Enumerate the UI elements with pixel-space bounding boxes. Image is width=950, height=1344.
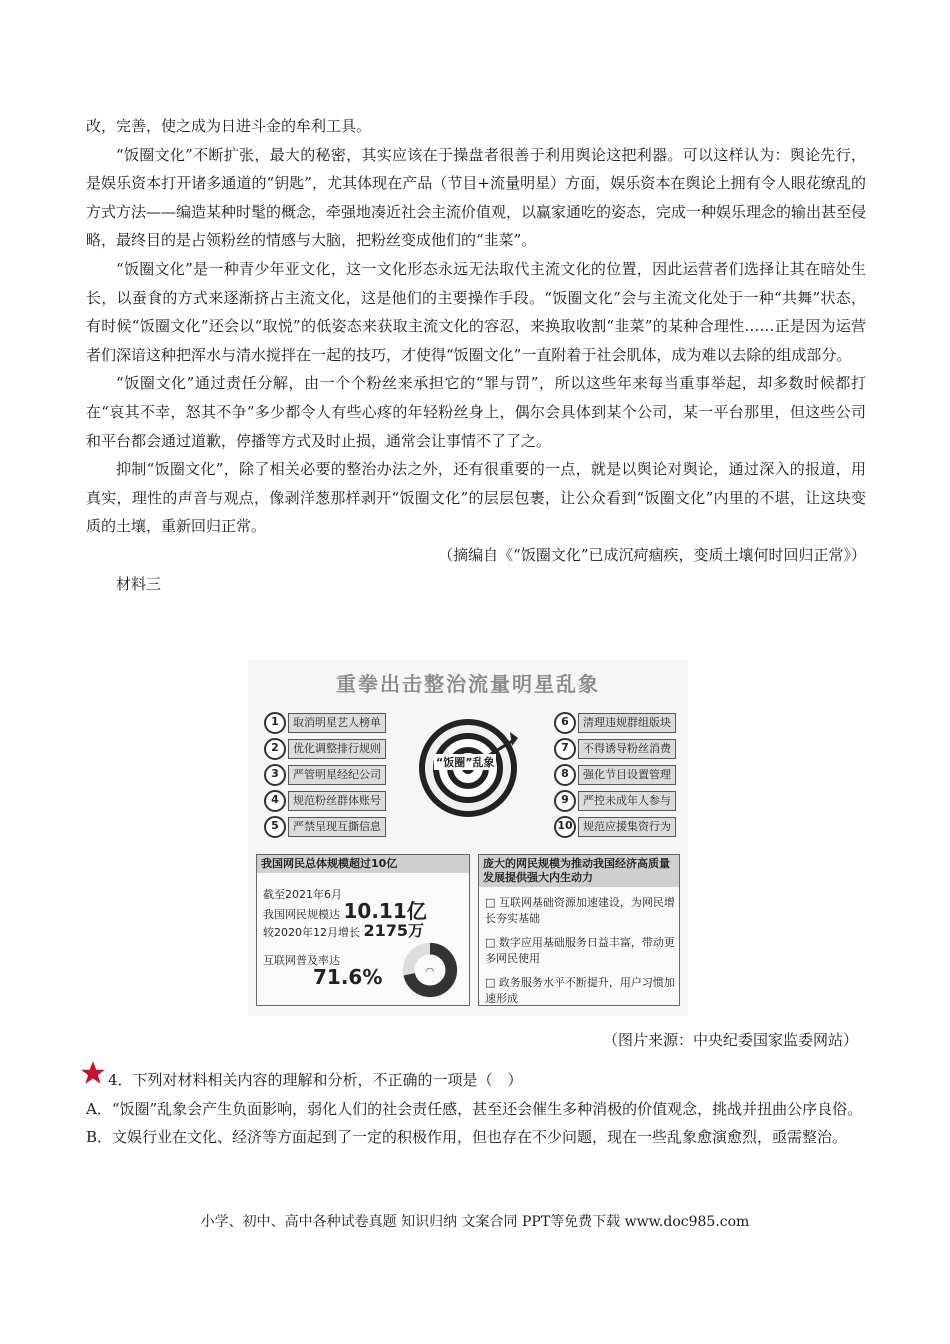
star-icon xyxy=(80,1060,106,1086)
measure-item xyxy=(554,764,676,784)
measure-item xyxy=(554,790,676,810)
growth-value: 2175万 xyxy=(363,921,425,940)
bullet-item: □ 数字应用基础服务日益丰富，带动更多网民使用 xyxy=(479,935,679,967)
paragraph-2: “饭圈文化”不断扩张，最大的秘密，其实应该在于操盘者很善于利用舆论这把利器。可以这样认为：舆论先行，是娱乐资本打开诸多通道的“钥匙”，尤其体现在产品（节目+流量明星）方面，娱乐资本在舆论上拥有令人眼花缭乱的方式方法——编造某种时髦的概念，牵强地凑近社会主流价值观，以赢家通吃的姿态，完成一种娱乐理念的输出甚至侵略，最终目的是占领粉丝的情感与大脑，把粉丝变成他们的“韭菜”。 xyxy=(86,145,867,250)
item-label: 强化节目设置管理 xyxy=(578,765,676,785)
panel-scale-line xyxy=(257,899,469,923)
item-number: 7 xyxy=(554,738,576,760)
measure-item xyxy=(264,764,386,784)
panel-heading: 我国网民总体规模超过10亿 xyxy=(257,855,469,873)
item-number: 3 xyxy=(264,764,286,786)
panel-growth-line xyxy=(257,923,469,941)
infographic-title: 重拳出击整治流量明星乱象 xyxy=(336,672,600,696)
material-label: 材料三 xyxy=(116,574,162,593)
item-label: 规范粉丝群体账号 xyxy=(288,791,386,811)
paragraph-3: “饭圈文化”是一种青少年亚文化，这一文化形态永远无法取代主流文化的位置，因此运营者们选择让其在暗处生长，以蚕食的方式来逐渐挤占主流文化，这是他们的主要操作手段。“饭圈文化”会与主流文化处于一种“共舞”状态，有时候“饭圈文化”还会以“取悦”的低姿态来获取主流文化的容忍，来换取收割“韭菜”的某种合理性……正是因为运营者们深谙这种把浑水与清水搅拌在一起的技巧，才使得“饭圈文化”一直附着于社会肌体，成为难以去除的组成部分。 xyxy=(86,259,866,364)
rate-value: 71.6% xyxy=(313,965,383,989)
item-number: 9 xyxy=(554,790,576,812)
item-label: 严控未成年人参与 xyxy=(578,791,676,811)
item-label: 严管明星经纪公司 xyxy=(288,765,386,785)
panel-heading: 庞大的网民规模为推动我国经济高质量发展提供强大内生动力 xyxy=(479,855,679,887)
penetration-rate-gauge xyxy=(401,941,459,999)
svg-text:◠: ◠ xyxy=(425,965,435,977)
page-footer: 小学、初中、高中各种试卷真题 知识归纳 文案合同 PPT等免费下载 www.doc985.com xyxy=(200,1214,750,1230)
panel-date: 截至2021年6月 xyxy=(263,888,342,901)
item-label: 优化调整排行规则 xyxy=(288,739,386,759)
item-label: 取消明星艺人榜单 xyxy=(288,713,386,733)
measure-item xyxy=(264,712,386,732)
netizen-scale-panel xyxy=(256,854,470,1006)
item-number: 8 xyxy=(554,764,576,786)
measure-item xyxy=(264,790,386,810)
item-number: 2 xyxy=(264,738,286,760)
question-stem: 4．下列对材料相关内容的理解和分析，不正确的一项是（ ） xyxy=(108,1071,523,1089)
item-number: 1 xyxy=(264,712,286,734)
item-number: 6 xyxy=(554,712,576,734)
item-number: 5 xyxy=(264,816,286,838)
article-attribution: （摘编自《“饭圈文化”已成沉疴痼疾，变质土壤何时回归正常》） xyxy=(438,545,866,564)
infographic xyxy=(248,660,688,1016)
paragraph-5: 抑制“饭圈文化”，除了相关必要的整治办法之外，还有很重要的一点，就是以舆论对舆论，通过深入的报道，用真实，理性的声音与观点，像剥洋葱那样剥开“饭圈文化”的层层包裹，让公众看到“饭圈文化”内里的不堪，让这块变质的土壤，重新回归正常。 xyxy=(86,460,866,536)
measure-item xyxy=(264,816,386,836)
bullet-item: □ 互联网基础资源加速建设，为网民增长夯实基础 xyxy=(479,895,679,927)
measure-item xyxy=(554,712,676,732)
growth-label: 较2020年12月增长 xyxy=(263,926,360,939)
economy-impetus-panel xyxy=(478,854,680,1006)
item-label: 严禁呈现互撕信息 xyxy=(288,817,386,837)
paragraph-4: “饭圈文化”通过责任分解，由一个个粉丝来承担它的“罪与罚”，所以这些年来每当重事举起，却多数时候都打在“哀其不幸，怒其不争”多少都令人有些心疼的年轻粉丝身上，偶尔会具体到某个公司，某一平台那里，但这些公司和平台都会通过道歉，停播等方式及时止损，通常会让事情不了了之。 xyxy=(86,374,866,450)
item-number: 10 xyxy=(554,816,576,838)
scale-value: 10.11亿 xyxy=(343,899,427,923)
measure-item xyxy=(264,738,386,758)
rate-label: 互联网普及率达 xyxy=(263,954,340,967)
paragraph-1: 改，完善，使之成为日进斗金的牟利工具。 xyxy=(86,117,372,135)
item-label: 清理违规群组版块 xyxy=(578,713,676,733)
item-number: 4 xyxy=(264,790,286,812)
item-label: 不得诱导粉丝消费 xyxy=(578,739,676,759)
measure-item xyxy=(554,738,676,758)
article-body xyxy=(86,112,866,598)
option-a: A．“饭圈”乱象会产生负面影响，弱化人们的社会责任感，甚至还会催生多种消极的价值观念，挑战并扭曲公序良俗。 xyxy=(86,1099,863,1118)
image-source-caption: （图片来源：中央纪委国家监委网站） xyxy=(602,1031,858,1049)
bullet-item: □ 政务服务水平不断提升，用户习惯加速形成 xyxy=(479,975,679,1007)
scale-label: 我国网民规模达 xyxy=(263,908,340,921)
item-label: 规范应援集资行为 xyxy=(578,817,676,837)
measure-item xyxy=(554,816,676,836)
target-label: “饭圈”乱象 xyxy=(436,756,495,769)
option-b: B．文娱行业在文化、经济等方面起到了一定的积极作用，但也存在不少问题，现在一些乱象愈演愈烈，亟需整治。 xyxy=(86,1128,848,1147)
question-4 xyxy=(86,1066,866,1152)
